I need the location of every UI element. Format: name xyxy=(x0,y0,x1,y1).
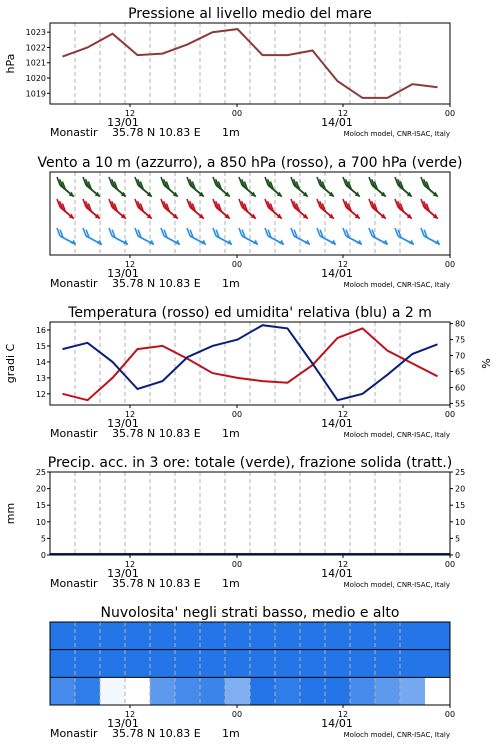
cloud-cell-medio xyxy=(75,650,100,678)
wind-barb-10m xyxy=(239,228,258,244)
y-tick-label-right: 10 xyxy=(455,517,466,527)
y-tick-label: 1022 xyxy=(25,43,46,53)
cloud-cell-basso xyxy=(350,677,375,705)
wind-barb-850hPa xyxy=(135,199,152,219)
wind-barb-700hPa xyxy=(291,177,308,197)
y-tick-label: 20 xyxy=(35,484,46,494)
model-credit: Moloch model, CNR-ISAC, Italy xyxy=(343,130,450,138)
y-axis-label: gradi C xyxy=(4,343,17,384)
wind-barb-700hPa xyxy=(187,177,204,197)
y-axis-label: mm xyxy=(4,502,17,525)
wind-barb-10m xyxy=(57,228,76,244)
cloud-cell-alto xyxy=(75,622,100,650)
cloud-cell-medio xyxy=(300,650,325,678)
x-tick-label: 12 xyxy=(124,560,136,569)
cloud-cell-basso xyxy=(250,677,275,705)
wind-barb-10m xyxy=(265,228,284,244)
wind-barb-850hPa xyxy=(421,199,438,219)
x-tick-label: 00 xyxy=(231,260,243,269)
y-tick-label-right: 15 xyxy=(455,501,466,511)
cloud-cell-medio xyxy=(425,650,450,678)
cloud-cell-alto xyxy=(225,622,250,650)
x-tick-label: 12 xyxy=(124,710,136,719)
y-tick-label-right: 65 xyxy=(455,367,466,377)
barb-feather xyxy=(83,228,86,236)
y-tick-label: 1019 xyxy=(25,89,46,99)
cloud-cell-alto xyxy=(400,622,425,650)
cloud-cell-alto xyxy=(425,622,450,650)
location-coords: 35.78 N 10.83 E xyxy=(112,427,201,440)
barb-feather xyxy=(291,228,294,236)
x-tick-label: 00 xyxy=(444,560,456,569)
cloud-cell-medio xyxy=(325,650,350,678)
wind-barb-850hPa xyxy=(369,199,386,219)
wind-barb-700hPa xyxy=(57,177,74,197)
x-tick-label: 12 xyxy=(337,109,349,118)
x-tick-label: 00 xyxy=(231,109,243,118)
cloud-cell-medio xyxy=(100,650,125,678)
cloud-cell-alto xyxy=(50,622,75,650)
x-tick-label: 00 xyxy=(231,560,243,569)
cloud-cell-medio xyxy=(250,650,275,678)
cloud-cell-basso xyxy=(400,677,425,705)
cloud-cell-basso xyxy=(50,677,75,705)
y-tick-label: 1021 xyxy=(25,58,46,68)
date-label: 14/01 xyxy=(321,267,353,280)
wind-barb-700hPa xyxy=(83,177,100,197)
y-tick-label: 14 xyxy=(35,357,46,367)
wind-barb-10m xyxy=(213,228,232,244)
location-name: Monastir xyxy=(50,727,98,740)
date-label: 13/01 xyxy=(107,417,139,430)
wind-barb-850hPa xyxy=(265,199,282,219)
y-tick-label-right: 60 xyxy=(455,383,466,393)
wind-barb-850hPa xyxy=(57,199,74,219)
cloud-cell-basso xyxy=(75,677,100,705)
barb-feather xyxy=(421,228,424,236)
location-name: Monastir xyxy=(50,277,98,290)
x-tick-label: 00 xyxy=(444,260,456,269)
barb-feather xyxy=(187,228,190,236)
wind-barb-10m xyxy=(317,228,336,244)
date-label: 13/01 xyxy=(107,267,139,280)
cloud-cell-basso xyxy=(325,677,350,705)
y-tick-label: 13 xyxy=(35,373,46,383)
y-tick-label-right: 25 xyxy=(455,468,466,477)
barb-feather xyxy=(57,228,60,236)
panel-title: Pressione al livello medio del mare xyxy=(128,6,372,22)
x-tick-label: 12 xyxy=(337,560,349,569)
panel-title: Precip. acc. in 3 ore: totale (verde), frazione solida (tratt.) xyxy=(47,455,453,471)
wind-barb-700hPa xyxy=(369,177,386,197)
cloud-cell-medio xyxy=(225,650,250,678)
location-coords: 35.78 N 10.83 E xyxy=(112,126,201,139)
date-label: 14/01 xyxy=(321,417,353,430)
cloud-cell-basso xyxy=(125,677,150,705)
location-name: Monastir xyxy=(50,427,98,440)
location-elevation: 1m xyxy=(222,727,240,740)
cloud-cell-alto xyxy=(175,622,200,650)
panel-title: Vento a 10 m (azzurro), a 850 hPa (rosso), a 700 hPa (verde) xyxy=(37,155,463,171)
date-label: 14/01 xyxy=(321,116,353,129)
x-tick-label: 00 xyxy=(444,710,456,719)
x-tick-label: 12 xyxy=(337,260,349,269)
y-tick-label-right: 80 xyxy=(455,319,466,329)
wind-barb-850hPa xyxy=(187,199,204,219)
barb-feather xyxy=(317,228,320,236)
x-tick-label: 00 xyxy=(231,410,243,419)
panel-title: Nuvolosita' negli strati basso, medio e alto xyxy=(100,605,400,621)
cloud-cell-basso xyxy=(200,677,225,705)
wind-barb-10m xyxy=(343,228,362,244)
y-tick-label: 16 xyxy=(35,325,46,335)
location-coords: 35.78 N 10.83 E xyxy=(112,577,201,590)
y-tick-label-right: 20 xyxy=(455,484,466,494)
cloud-cell-alto xyxy=(375,622,400,650)
y-tick-label: 12 xyxy=(35,389,46,399)
y-axis-label-right: % xyxy=(480,358,493,369)
cloud-cell-medio xyxy=(375,650,400,678)
wind-barb-700hPa xyxy=(135,177,152,197)
wind-barb-10m xyxy=(421,228,440,244)
cloud-cell-basso xyxy=(275,677,300,705)
y-tick-label: 5 xyxy=(40,534,46,544)
barb-feather xyxy=(109,228,112,236)
y-tick-label: 0 xyxy=(40,551,46,560)
cloud-cell-medio xyxy=(350,650,375,678)
wind-barb-700hPa xyxy=(213,177,230,197)
wind-barb-10m xyxy=(369,228,388,244)
date-label: 14/01 xyxy=(321,717,353,730)
barb-feather xyxy=(369,228,372,236)
cloud-cell-alto xyxy=(250,622,275,650)
date-label: 13/01 xyxy=(107,717,139,730)
panel-title: Temperatura (rosso) ed umidita' relativa (blu) a 2 m xyxy=(68,305,432,321)
wind-barb-700hPa xyxy=(109,177,126,197)
y-tick-label-right: 5 xyxy=(455,534,461,544)
cloud-cell-medio xyxy=(125,650,150,678)
x-tick-label: 00 xyxy=(444,410,456,419)
cloud-cell-basso xyxy=(100,677,125,705)
cloud-cell-medio xyxy=(200,650,225,678)
y-axis-label: hPa xyxy=(4,53,17,74)
cloud-cell-basso xyxy=(425,677,450,705)
wind-barb-10m xyxy=(83,228,102,244)
wind-barb-700hPa xyxy=(395,177,412,197)
location-name: Monastir xyxy=(50,577,98,590)
cloud-cell-alto xyxy=(325,622,350,650)
wind-barb-10m xyxy=(395,228,414,244)
wind-barb-850hPa xyxy=(83,199,100,219)
y-tick-label: 15 xyxy=(35,341,46,351)
wind-barb-850hPa xyxy=(109,199,126,219)
cloud-cell-medio xyxy=(50,650,75,678)
y-tick-label: 1020 xyxy=(25,74,46,84)
x-tick-label: 12 xyxy=(124,260,136,269)
wind-barb-850hPa xyxy=(343,199,360,219)
cloud-cell-basso xyxy=(175,677,200,705)
wind-barb-700hPa xyxy=(239,177,256,197)
cloud-cell-basso xyxy=(150,677,175,705)
date-label: 13/01 xyxy=(107,116,139,129)
wind-barb-700hPa xyxy=(265,177,282,197)
x-tick-label: 12 xyxy=(124,410,136,419)
y-tick-label: 1023 xyxy=(25,28,46,38)
barb-feather xyxy=(213,228,216,236)
y-tick-label: 10 xyxy=(35,517,46,527)
date-label: 14/01 xyxy=(321,567,353,580)
model-credit: Moloch model, CNR-ISAC, Italy xyxy=(343,281,450,289)
model-credit: Moloch model, CNR-ISAC, Italy xyxy=(343,731,450,739)
cloud-cell-alto xyxy=(125,622,150,650)
cloud-cell-alto xyxy=(275,622,300,650)
cloud-cell-basso xyxy=(300,677,325,705)
location-coords: 35.78 N 10.83 E xyxy=(112,727,201,740)
wind-barb-10m xyxy=(135,228,154,244)
location-elevation: 1m xyxy=(222,577,240,590)
x-tick-label: 00 xyxy=(231,710,243,719)
cloud-cell-alto xyxy=(100,622,125,650)
y-tick-label: 15 xyxy=(35,501,46,511)
model-credit: Moloch model, CNR-ISAC, Italy xyxy=(343,431,450,439)
wind-barb-850hPa xyxy=(213,199,230,219)
model-credit: Moloch model, CNR-ISAC, Italy xyxy=(343,581,450,589)
location-elevation: 1m xyxy=(222,277,240,290)
cloud-cell-alto xyxy=(300,622,325,650)
location-elevation: 1m xyxy=(222,427,240,440)
barb-feather xyxy=(395,228,398,236)
wind-barb-10m xyxy=(187,228,206,244)
barb-feather xyxy=(239,228,242,236)
date-label: 13/01 xyxy=(107,567,139,580)
x-tick-label: 00 xyxy=(444,109,456,118)
y-tick-label: 25 xyxy=(35,468,46,477)
y-tick-label-right: 55 xyxy=(455,399,466,409)
wind-barb-850hPa xyxy=(291,199,308,219)
cloud-cell-medio xyxy=(150,650,175,678)
cloud-cell-alto xyxy=(150,622,175,650)
location-name: Monastir xyxy=(50,126,98,139)
location-coords: 35.78 N 10.83 E xyxy=(112,277,201,290)
y-tick-label-right: 75 xyxy=(455,335,466,345)
cloud-cell-basso xyxy=(225,677,250,705)
wind-barb-850hPa xyxy=(395,199,412,219)
y-tick-label-right: 70 xyxy=(455,351,466,361)
barb-feather xyxy=(343,228,346,236)
wind-barb-700hPa xyxy=(343,177,360,197)
cloud-cell-alto xyxy=(350,622,375,650)
x-tick-label: 12 xyxy=(337,410,349,419)
y-tick-label-right: 0 xyxy=(455,551,461,560)
wind-barb-10m xyxy=(161,228,180,244)
wind-barb-850hPa xyxy=(239,199,256,219)
cloud-cell-alto xyxy=(200,622,225,650)
location-elevation: 1m xyxy=(222,126,240,139)
x-tick-label: 12 xyxy=(124,109,136,118)
wind-barb-700hPa xyxy=(421,177,438,197)
cloud-cell-medio xyxy=(175,650,200,678)
x-tick-label: 12 xyxy=(337,710,349,719)
barb-feather xyxy=(161,228,164,236)
cloud-cell-medio xyxy=(400,650,425,678)
barb-feather xyxy=(265,228,268,236)
barb-feather xyxy=(135,228,138,236)
cloud-cell-medio xyxy=(275,650,300,678)
cloud-cell-basso xyxy=(375,677,400,705)
